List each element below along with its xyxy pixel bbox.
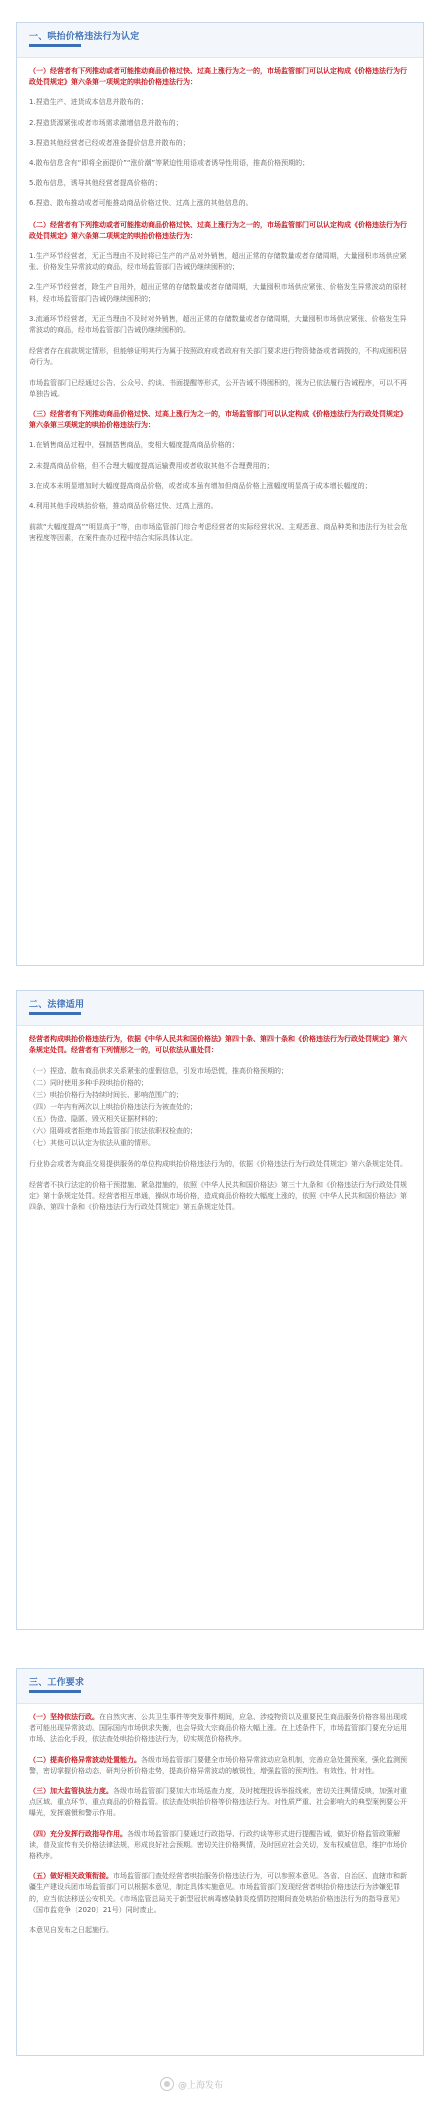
watermark-text: @上海发布: [178, 2080, 224, 2091]
list-item: 2.未提高商品价格，但不合理大幅度提高运输费用或者收取其他不合理费用的；: [29, 461, 274, 470]
section-header: [17, 23, 423, 58]
requirement-paragraph: [29, 1755, 411, 1777]
list-item: 1.生产环节经营者，无正当理由不及时将已生产的产品对外销售，超出正常的存储数量或者存储周期，大量囤积市场供应紧张、价格发生异常波动的商品，经市场监管部门告诫仍继续囤积的；: [29, 252, 407, 272]
list-item: 2.生产环节经营者，除生产自用外，超出正常的存储数量或者存储周期，大量囤积市场供应紧张、价格发生异常波动的原材料，经市场监管部门告诫仍继续囤积的；: [29, 283, 407, 303]
weibo-logo-icon: [160, 2077, 174, 2091]
section-body: [17, 58, 423, 562]
requirement-heading: （五）做好相关政策衔接。: [29, 1872, 113, 1881]
list-item: 3.流通环节经营者，无正当理由不及时对外销售，超出正常的存储数量或者存储周期，大量囤积市场供应紧张、价格发生异常波动的商品，经市场监管部门告诫仍继续囤积的。: [29, 314, 407, 335]
list-item: 4.利用其他手段哄抬价格，推动商品价格过快、过高上涨的。: [29, 502, 218, 511]
lead-paragraph-1: （一）经营者有下列推动或者可能推动商品价格过快、过高上涨行为之一的，市场监管部门可以认定构成《价格违法行为行政处罚规定》第六条第一项规定的哄抬价格违法行为：: [29, 67, 407, 87]
requirement-heading: （一）坚持依法行政。: [29, 1713, 99, 1721]
section-header: [17, 1669, 423, 1704]
hoarding-items-list: [29, 251, 411, 336]
list-item: 1.在销售商品过程中，强制搭售商品，变相大幅度提高商品价格的；: [29, 441, 239, 450]
list-item: （六）阻碍或者拒绝市场监管部门依法依职权检查的；: [29, 1127, 197, 1136]
list-item: 3.捏造其他经营者已经或者准备提价信息并散布的；: [29, 138, 190, 147]
section-title: 二、法律适用: [29, 1000, 85, 1010]
requirement-heading: （三）加大监管执法力度。: [29, 1787, 113, 1796]
emergency-measures-paragraph: 经营者不执行法定的价格干预措施、紧急措施的，依照《中华人民共和国价格法》第三十九条和《价格违法行为行政处罚规定》第十条规定处罚。经营者相互串通，操纵市场价格，造成商品价格较大幅度上涨的，依照《中华人民共和国价格法》第四条、第四十条和《价格违法行为行政处罚规定》第五条规定处罚。: [29, 1180, 407, 1212]
requirement-heading: （二）提高价格异常波动处置能力。: [29, 1755, 141, 1764]
list-item: （二）同时使用多种手段哄抬价格的；: [29, 1079, 148, 1088]
requirement-paragraph: [29, 1712, 411, 1746]
list-item: 5.散布信息，诱导其他经营者提高价格的；: [29, 179, 162, 188]
aggravating-items-list: [29, 1065, 411, 1149]
list-item: （三）哄抬价格行为持续时间长、影响范围广的；: [29, 1091, 183, 1100]
watermark: [160, 2074, 223, 2094]
legal-lead-paragraph: 经营者构成哄抬价格违法行为，依据《中华人民共和国价格法》第四十条、第四十条和《价格违法行为行政处罚规定》第六条规定处罚。经营者有下列情形之一的，可以依法从重处罚：: [29, 1035, 407, 1055]
list-item: （七）其他可以认定为依法从重的情形。: [29, 1139, 155, 1148]
section-title-underline: [29, 1690, 81, 1693]
section-title-underline: [29, 1012, 81, 1015]
requirement-text: 各级市场监管部门要加大市场巡查力度，及时梳理投诉举报线索，密切关注舆情反映，加强对重点区域、重点环节、重点商品的价格监管。依法查处哄抬价格等价格违法行为。对性质严重、社会影响大的典型案例要公开曝光，发挥震慑和警示作用。: [29, 1787, 407, 1818]
fabrication-items-list: [29, 97, 411, 209]
requirement-text: 各级市场监管部门要健全市场价格异常波动应急机制，完善应急处置预案，强化监测预警，密切掌握价格动态，研判分析价格走势，提高价格异常波动的敏锐性，增强监管的预判性、有效性、针对性。: [29, 1755, 407, 1775]
requirement-text: 市场监管部门查处经营者哄抬服务价格违法行为，可以参照本意见。各省、自治区、直辖市和新疆生产建设兵团市场监管部门可以根据本意见，制定具体实施意见。市场监管部门发现经营者哄抬价格违法行为涉嫌犯罪的，应当依法移送公安机关。《市场监管总局关于新型冠状病毒感染肺炎疫情防控期间查处哄抬价格违法行为的指导意见》（国市监竞争〔2020〕21号）同时废止。: [29, 1872, 407, 1914]
price-raise-items-list: [29, 440, 411, 512]
section-card-legal-application: [16, 990, 424, 1630]
closing-paragraph: 本意见自发布之日起施行。: [29, 1926, 113, 1935]
list-item: 2.捏造货源紧张或者市场需求激增信息并散布的；: [29, 118, 183, 127]
list-item: 1.捏造生产、进货成本信息并散布的；: [29, 98, 148, 107]
list-item: 3.在成本未明显增加时大幅度提高商品价格，或者成本虽有增加但商品价格上涨幅度明显高于成本增长幅度的；: [29, 481, 372, 490]
section-title: 一、哄抬价格违法行为认定: [29, 32, 140, 42]
list-item: （四）一年内有两次以上哄抬价格违法行为被查处的；: [29, 1103, 197, 1112]
notice-paragraph: 市场监管部门已经通过公告、公众号、约谈、书面提醒等形式，公开告诫不得囤积的，视为已依法履行告诫程序，可以不再单独告诫。: [29, 378, 407, 398]
section-title-underline: [29, 44, 81, 47]
list-item: （五）伪造、隐匿、毁灭相关证据材料的；: [29, 1115, 162, 1124]
section-header: [17, 991, 423, 1026]
requirement-text: 在自然灾害、公共卫生事件等突发事件期间，应急、涉疫物资以及重要民生商品服务价格容易出现或者可能出现异常波动。国际国内市场供求失衡，也会导致大宗商品价格大幅上涨。在上述条件下，市场监管部门要充分运用市场、法治化手段，依法查处哄抬价格违法行为，切实规范价格秩序。: [29, 1713, 407, 1744]
degree-paragraph: 前款“大幅度提高”“明显高于”等，由市场监管部门综合考虑经营者的实际经营状况、主观恶意、商品种类和违法行为社会危害程度等因素，在案件查办过程中结合实际具体认定。: [29, 523, 408, 543]
lead-paragraph-2: （二）经营者有下列推动或者可能推动商品价格过快、过高上涨行为之一的，市场监管部门可以认定构成《价格违法行为行政处罚规定》第六条第二项规定的哄抬价格违法行为：: [29, 220, 407, 240]
association-paragraph: 行业协会或者为商品交易提供服务的单位构成哄抬价格违法行为的，依据《价格违法行为行政处罚规定》第六条规定处罚。: [29, 1160, 407, 1169]
lead-paragraph-3: （三）经营者有下列推动商品价格过快、过高上涨行为之一的，市场监管部门可以认定构成《价格违法行为行政处罚规定》第六条第三项规定的哄抬价格违法行为：: [29, 410, 407, 430]
requirement-text: 各级市场监管部门要通过行政指导、行政约谈等形式进行提醒告诫，做好价格监管政策解读，普及宣传有关价格法律法规，形成良好社会预期。密切关注价格舆情，及时回应社会关切，发布权威信息，维护市场价格秩序。: [29, 1829, 407, 1861]
requirement-paragraph: [29, 1871, 411, 1916]
section-title: 三、工作要求: [29, 1678, 85, 1688]
section-body: [17, 1026, 423, 1230]
section-body: [17, 1704, 423, 1953]
requirement-paragraph: [29, 1786, 411, 1820]
exception-paragraph: 经营者存在前款规定情形，但能够证明其行为属于按照政府或者政府有关部门要求进行物资储备或者调拨的，不构成囤积居奇行为。: [29, 347, 407, 367]
section-card-work-requirements: [16, 1668, 424, 2056]
list-item: 6.捏造、散布推动或者可能推动商品价格过快、过高上涨的其他信息的。: [29, 199, 253, 208]
requirement-paragraph: [29, 1829, 411, 1863]
section-card-identification: [16, 22, 424, 966]
requirement-heading: （四）充分发挥行政指导作用。: [29, 1829, 127, 1838]
list-item: （一）捏造、散布商品供求关系紧张的虚假信息，引发市场恐慌，推高价格预期的；: [29, 1067, 288, 1076]
list-item: 4.散布信息含有“即将全面提价”“涨价潮”等紧迫性用语或者诱导性用语，推高价格预期的；: [29, 159, 310, 168]
